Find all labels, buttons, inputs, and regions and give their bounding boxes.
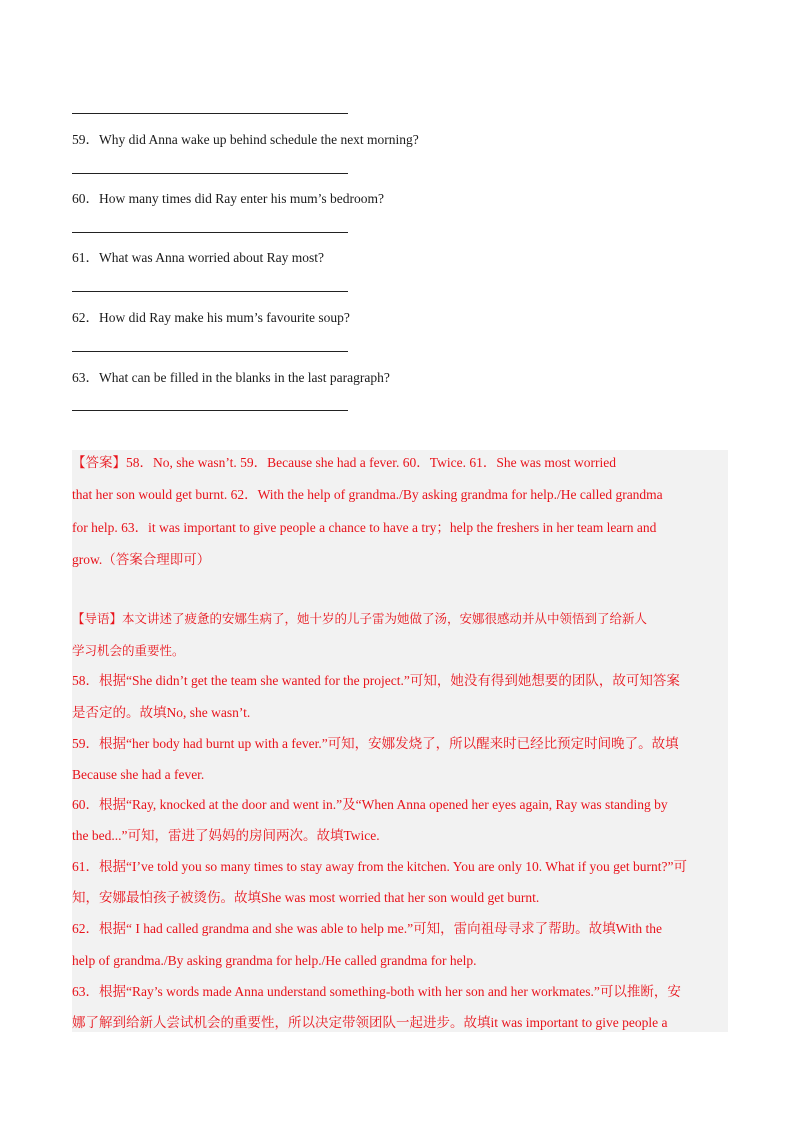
explanation-line: the bed...”可知，雷进了妈妈的房间两次。故填Twice. bbox=[72, 828, 380, 843]
answer-line: 【答案】58．No, she wasn’t. 59．Because she had a fever. 60．Twice. 61．She was most worried bbox=[72, 455, 616, 470]
explanation-line: 60．根据“Ray, knocked at the door and went in.”及“When Anna opened her eyes again, Ray was standing by bbox=[72, 797, 668, 812]
explanation-line: 是否定的。故填No, she wasn’t. bbox=[72, 705, 251, 720]
answer-line: for help. 63．it was important to give people a chance to have a try；help the freshers in her team learn and bbox=[72, 520, 657, 535]
explanation-line: 58．根据“She didn’t get the team she wanted for the project.”可知，她没有得到她想要的团队，故可知答案 bbox=[72, 673, 680, 688]
explanation-line: 知，安娜最怕孩子被烫伤。故填She was most worried that her son would get burnt. bbox=[72, 890, 540, 905]
explanation-line: 61．根据“I’ve told you so many times to stay away from the kitchen. You are only 10. What if you get burnt?”可 bbox=[72, 859, 688, 874]
question-61: 61．What was Anna worried about Ray most? bbox=[72, 250, 324, 265]
explanation-line: 63．根据“Ray’s words made Anna understand something-both with her son and her workmates.”可以推断，安 bbox=[72, 984, 681, 999]
question-60: 60．How many times did Ray enter his mum’s bedroom? bbox=[72, 191, 384, 206]
explanation-line: 59．根据“her body had burnt up with a fever.”可知，安娜发烧了，所以醒来时已经比预定时间晚了。故填 bbox=[72, 736, 679, 751]
explanation-line: help of grandma./By asking grandma for help./He called grandma for help. bbox=[72, 953, 477, 968]
question-63: 63．What can be filled in the blanks in the last paragraph? bbox=[72, 370, 390, 385]
answer-blank-line[interactable] bbox=[72, 113, 348, 114]
answer-line: that her son would get burnt. 62．With the help of grandma./By asking grandma for help./He called grandma bbox=[72, 487, 663, 502]
guide-line: 【导语】本文讲述了疲惫的安娜生病了，她十岁的儿子雷为她做了汤，安娜很感动并从中领悟到了给新人 bbox=[72, 611, 648, 626]
answer-blank-line[interactable] bbox=[72, 232, 348, 233]
answer-line: grow.（答案合理即可） bbox=[72, 552, 211, 567]
answer-blank-line[interactable] bbox=[72, 291, 348, 292]
explanation-line: Because she had a fever. bbox=[72, 767, 205, 782]
question-59: 59．Why did Anna wake up behind schedule the next morning? bbox=[72, 132, 419, 147]
explanation-line: 娜了解到给新人尝试机会的重要性，所以决定带领团队一起进步。故填it was important to give people a bbox=[72, 1015, 668, 1030]
explanation-line: 62．根据“ I had called grandma and she was able to help me.”可知，雷向祖母寻求了帮助。故填With the bbox=[72, 921, 662, 936]
answer-blank-line[interactable] bbox=[72, 410, 348, 411]
guide-line: 学习机会的重要性。 bbox=[72, 643, 185, 658]
answer-blank-line[interactable] bbox=[72, 351, 348, 352]
question-62: 62．How did Ray make his mum’s favourite soup? bbox=[72, 310, 350, 325]
answer-blank-line[interactable] bbox=[72, 173, 348, 174]
